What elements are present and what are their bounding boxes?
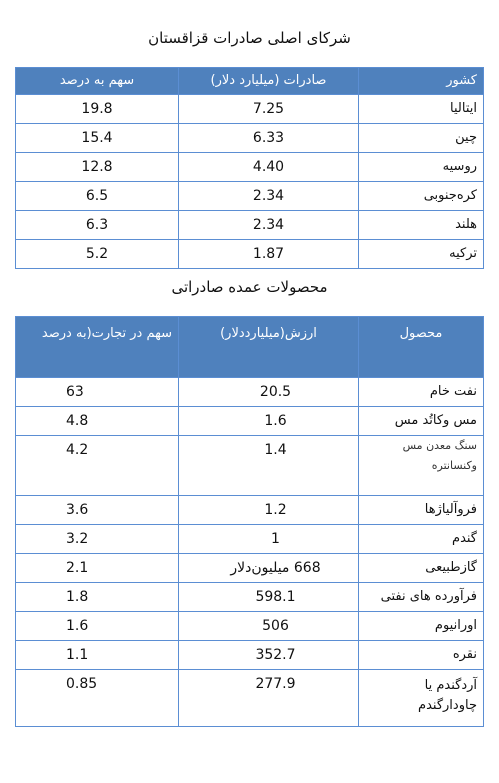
products-table	[15, 316, 484, 727]
product-cell: فرآورده های نفتی	[359, 583, 484, 612]
exports-cell: 6.33	[179, 124, 359, 153]
table-row	[16, 583, 484, 612]
share-cell: 0.85	[16, 670, 179, 727]
product-text: آردگندم یا چاودارگندم	[418, 678, 477, 713]
partners-title: شرکای اصلی صادرات قزاقستان	[148, 29, 351, 47]
product-cell: گندم	[359, 525, 484, 554]
product-cell	[359, 670, 484, 727]
table-row	[16, 496, 484, 525]
share-cell: 1.1	[16, 641, 179, 670]
share-cell: 2.1	[16, 554, 179, 583]
header-value: ارزش(میلیارددلار)	[179, 317, 359, 378]
share-cell: 6.5	[16, 182, 179, 211]
product-cell: نفت خام	[359, 378, 484, 407]
country-cell: کره‌جنوبی	[359, 182, 484, 211]
table-row	[16, 153, 484, 182]
product-cell: فروآلیاژها	[359, 496, 484, 525]
country-cell: هلند	[359, 211, 484, 240]
share-cell: 3.6	[16, 496, 179, 525]
exports-cell: 2.34	[179, 182, 359, 211]
product-cell: اورانیوم	[359, 612, 484, 641]
exports-cell: 1.87	[179, 240, 359, 269]
products-title: محصولات عمده صادراتی	[171, 278, 328, 296]
value-cell: 598.1	[179, 583, 359, 612]
exports-cell: 2.34	[179, 211, 359, 240]
exports-cell: 7.25	[179, 95, 359, 124]
table-row	[16, 525, 484, 554]
table-row	[16, 378, 484, 407]
partners-header-row	[16, 68, 484, 95]
table-row	[16, 670, 484, 727]
value-cell: 352.7	[179, 641, 359, 670]
header-product: محصول	[359, 317, 484, 378]
header-share: سهم به درصد	[16, 68, 179, 95]
product-cell	[359, 436, 484, 496]
table-row	[16, 95, 484, 124]
share-cell: 1.6	[16, 612, 179, 641]
table-row	[16, 182, 484, 211]
header-trade-share: سهم در تجارت(به درصد	[16, 317, 179, 378]
product-cell: گازطبیعی	[359, 554, 484, 583]
table-row	[16, 641, 484, 670]
table-row	[16, 407, 484, 436]
value-cell: 668 میلیون‌دلار	[179, 554, 359, 583]
share-cell: 5.2	[16, 240, 179, 269]
table-row	[16, 124, 484, 153]
products-header-row	[16, 317, 484, 378]
table-row	[16, 612, 484, 641]
table-row	[16, 436, 484, 496]
share-cell: 19.8	[16, 95, 179, 124]
share-cell: 12.8	[16, 153, 179, 182]
value-cell: 277.9	[179, 670, 359, 727]
value-cell: 20.5	[179, 378, 359, 407]
partners-table	[15, 67, 484, 269]
value-cell: 1.2	[179, 496, 359, 525]
table-row	[16, 211, 484, 240]
country-cell: ترکیه	[359, 240, 484, 269]
share-cell: 3.2	[16, 525, 179, 554]
header-exports: صادرات (میلیارد دلار)	[179, 68, 359, 95]
value-cell: 1	[179, 525, 359, 554]
table-row	[16, 240, 484, 269]
value-cell: 1.6	[179, 407, 359, 436]
country-cell: ایتالیا	[359, 95, 484, 124]
country-cell: روسیه	[359, 153, 484, 182]
exports-cell: 4.40	[179, 153, 359, 182]
header-country: کشور	[359, 68, 484, 95]
product-text: سنگ معدن مس وکنسانتره	[402, 439, 477, 472]
share-cell: 63	[16, 378, 179, 407]
share-cell: 4.2	[16, 436, 179, 496]
share-cell: 1.8	[16, 583, 179, 612]
share-cell: 6.3	[16, 211, 179, 240]
value-cell: 506	[179, 612, 359, 641]
share-cell: 4.8	[16, 407, 179, 436]
value-cell: 1.4	[179, 436, 359, 496]
product-cell: مس وکاتُد مس	[359, 407, 484, 436]
table-row	[16, 554, 484, 583]
share-cell: 15.4	[16, 124, 179, 153]
country-cell: چین	[359, 124, 484, 153]
product-cell: نقره	[359, 641, 484, 670]
